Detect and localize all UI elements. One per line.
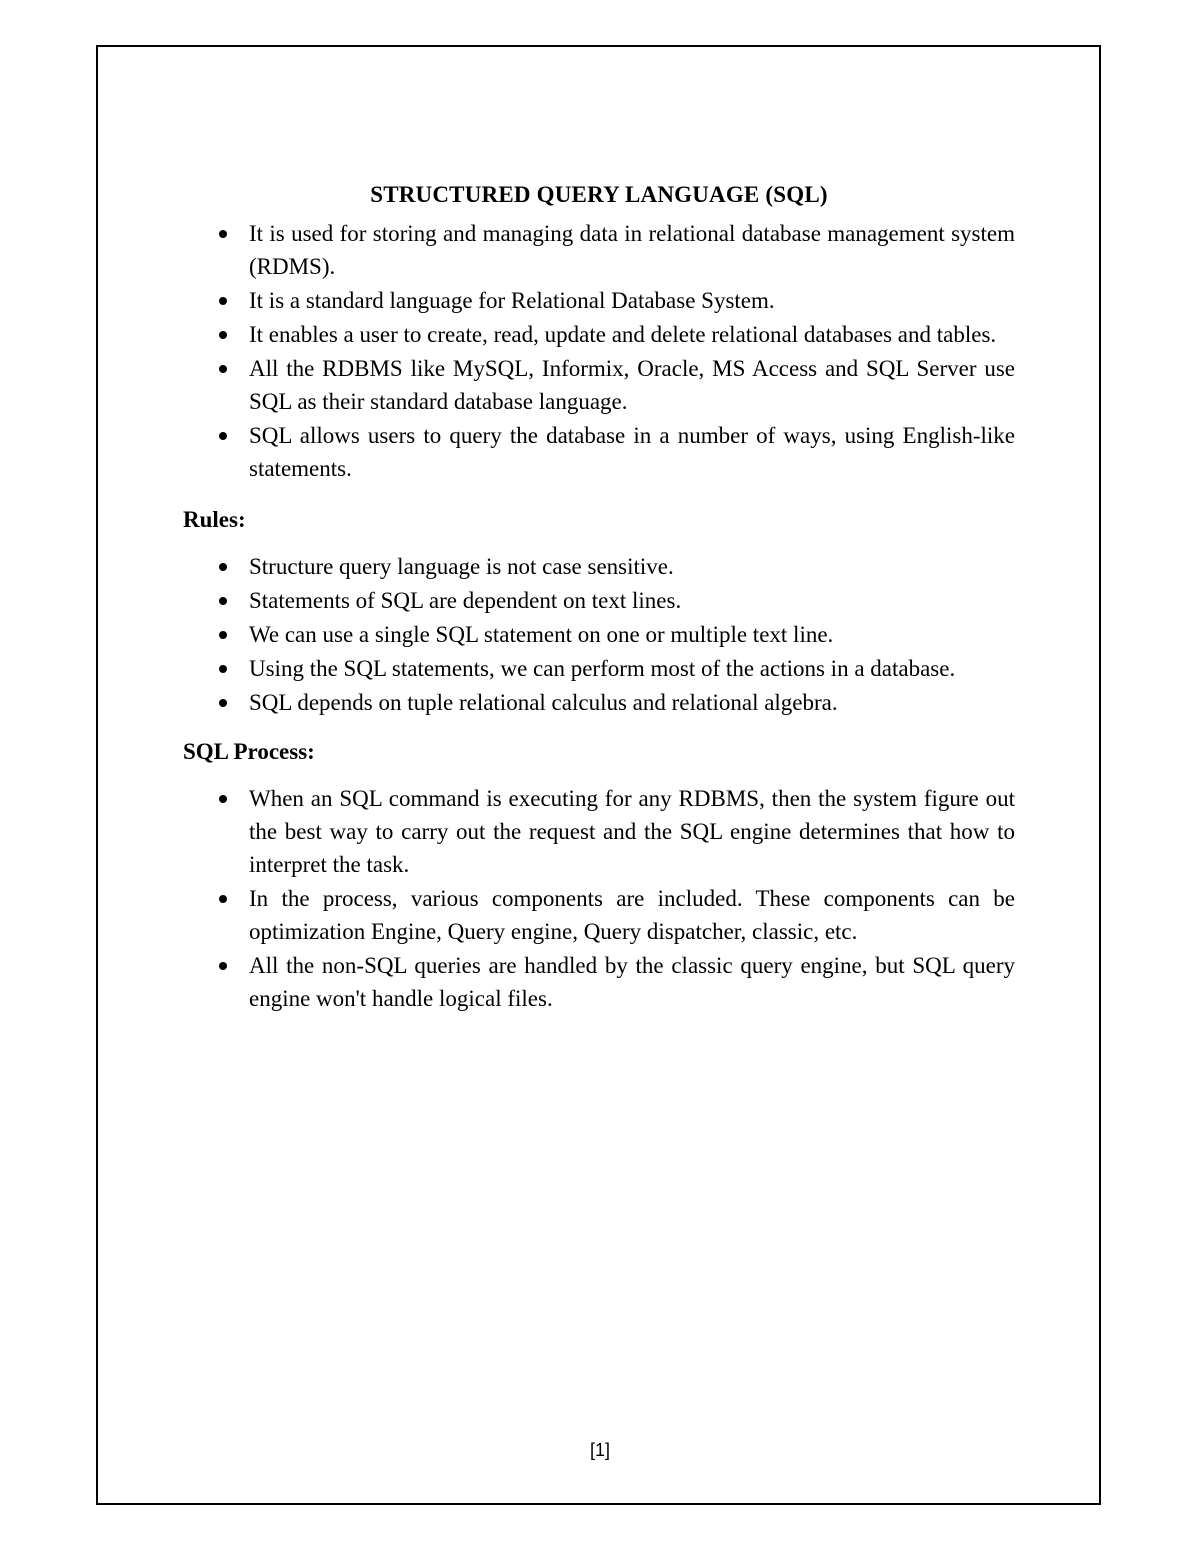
page-number: [1]: [589, 1440, 610, 1460]
list-item: [183, 782, 1015, 881]
bullet-icon: [219, 365, 227, 373]
list-item: [183, 318, 1015, 351]
list-item: [183, 949, 1015, 1015]
list-item: [183, 882, 1015, 948]
bullet-icon: [219, 665, 227, 673]
list-item: [183, 352, 1015, 418]
list-item-text: All the non-SQL queries are handled by the classic query engine, but SQL query engine won't handle logical files.: [249, 953, 1015, 1011]
list-item-text: SQL depends on tuple relational calculus and relational algebra.: [249, 690, 838, 715]
list-item: [183, 550, 1015, 583]
list-item: [183, 686, 1015, 719]
bullet-icon: [219, 631, 227, 639]
bullet-icon: [219, 597, 227, 605]
bullet-icon: [219, 230, 227, 238]
intro-bullet-list: [183, 217, 1015, 485]
bullet-icon: [219, 795, 227, 803]
document-body: [183, 178, 1015, 1016]
bullet-icon: [219, 895, 227, 903]
list-item-text: SQL allows users to query the database in a number of ways, using English-like statements.: [249, 423, 1015, 481]
list-item: [183, 419, 1015, 485]
bullet-icon: [219, 699, 227, 707]
list-item-text: When an SQL command is executing for any RDBMS, then the system figure out the best way to carry out the request and the SQL engine determines that how to interpret the task.: [249, 786, 1015, 877]
bullet-icon: [219, 563, 227, 571]
rules-bullet-list: [183, 550, 1015, 719]
bullet-icon: [219, 297, 227, 305]
rules-heading: Rules:: [183, 507, 246, 532]
list-item-text: All the RDBMS like MySQL, Informix, Oracle, MS Access and SQL Server use SQL as their standard database language.: [249, 356, 1015, 414]
sql-process-heading: SQL Process:: [183, 739, 315, 764]
document-title: STRUCTURED QUERY LANGUAGE (SQL): [370, 182, 828, 207]
list-item-text: In the process, various components are included. These components can be optimization Engine, Query engine, Query dispatcher, classic, etc.: [249, 886, 1015, 944]
list-item-text: Statements of SQL are dependent on text lines.: [249, 588, 682, 613]
list-item-text: Structure query language is not case sensitive.: [249, 554, 674, 579]
list-item-text: It is used for storing and managing data in relational database management system (RDMS).: [249, 221, 1015, 279]
bullet-icon: [219, 432, 227, 440]
list-item-text: Using the SQL statements, we can perform most of the actions in a database.: [249, 656, 956, 681]
bullet-icon: [219, 331, 227, 339]
list-item: [183, 652, 1015, 685]
list-item: [183, 584, 1015, 617]
list-item: [183, 217, 1015, 283]
list-item-text: It is a standard language for Relational Database System.: [249, 288, 775, 313]
process-bullet-list: [183, 782, 1015, 1015]
bullet-icon: [219, 962, 227, 970]
list-item: [183, 284, 1015, 317]
list-item: [183, 618, 1015, 651]
list-item-text: It enables a user to create, read, update and delete relational databases and tables.: [249, 322, 997, 347]
list-item-text: We can use a single SQL statement on one or multiple text line.: [249, 622, 834, 647]
